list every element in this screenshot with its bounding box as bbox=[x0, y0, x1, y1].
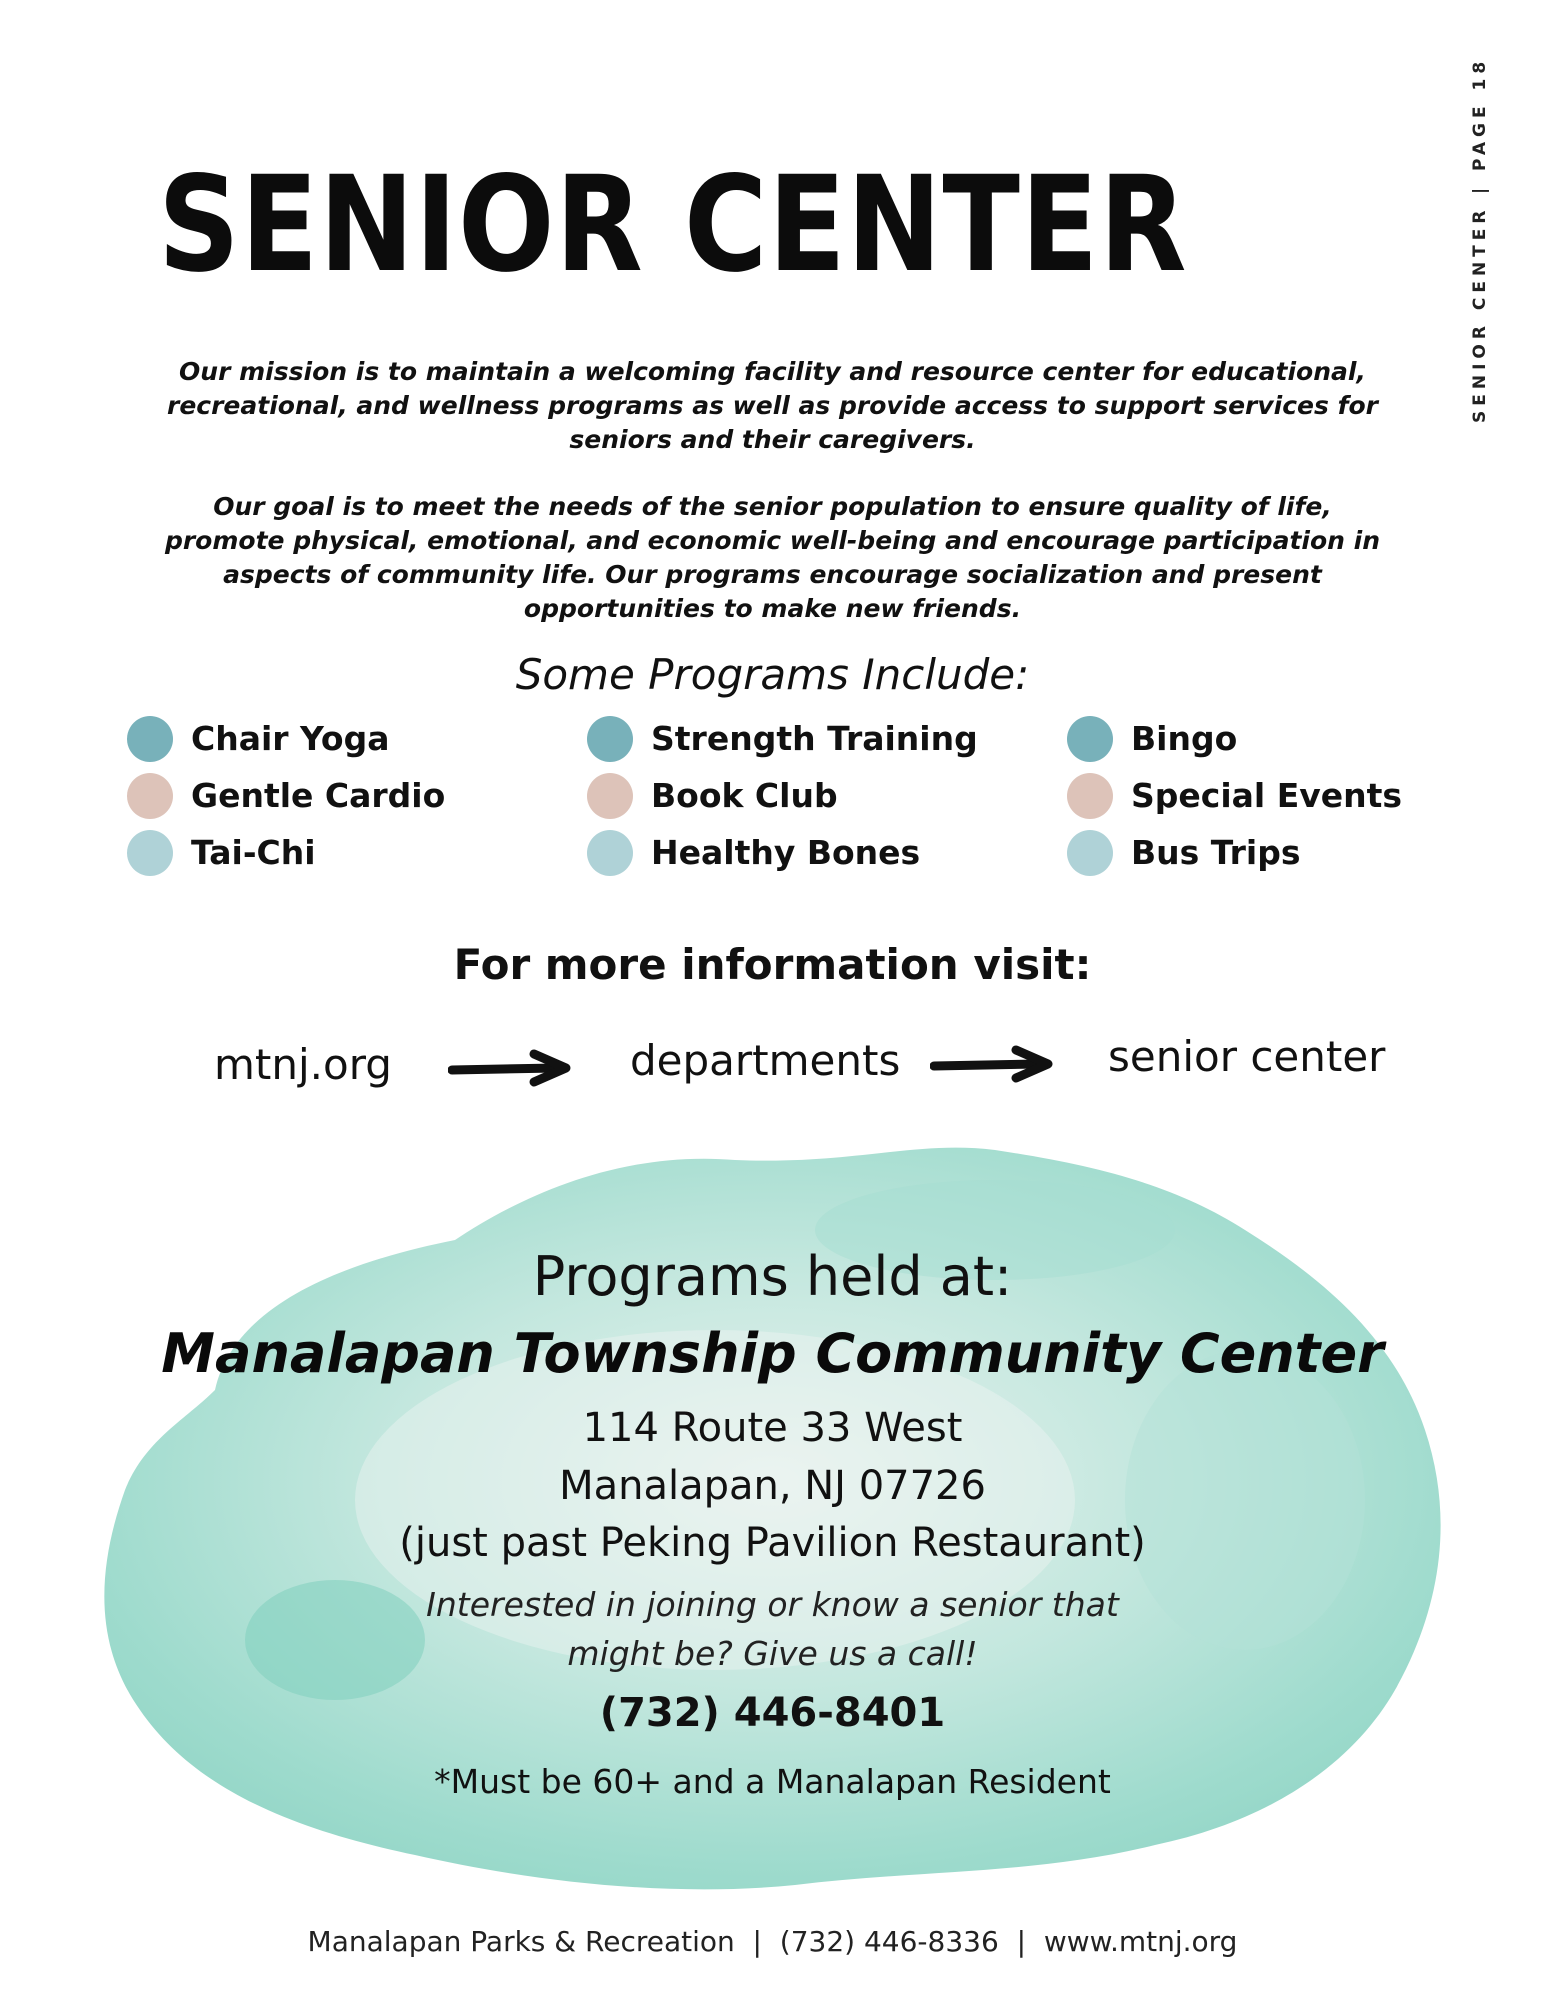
side-section-name: SENIOR CENTER bbox=[1470, 205, 1490, 424]
program-column-3 bbox=[1067, 710, 1402, 881]
venue-landmark: (just past Peking Pavilion Restaurant) bbox=[399, 1520, 1146, 1566]
programs-heading: Some Programs Include: bbox=[515, 650, 1030, 699]
contact-phone: (732) 446-8401 bbox=[599, 1690, 946, 1736]
bullet-dot bbox=[587, 830, 633, 876]
bullet-dot bbox=[1067, 830, 1113, 876]
program-label: Special Events bbox=[1131, 776, 1403, 815]
eligibility-note: *Must be 60+ and a Manalapan Resident bbox=[434, 1762, 1111, 1801]
bullet-dot bbox=[1067, 773, 1113, 819]
invite-line2: might be? Give us a call! bbox=[567, 1634, 978, 1673]
program-item bbox=[127, 710, 445, 767]
program-label: Bus Trips bbox=[1131, 833, 1301, 872]
venue-address-line2: Manalapan, NJ 07726 bbox=[559, 1463, 986, 1509]
side-separator: | bbox=[1470, 182, 1490, 194]
venue-name: Manalapan Township Community Center bbox=[161, 1322, 1384, 1385]
program-item bbox=[587, 767, 978, 824]
side-page-number: PAGE 18 bbox=[1470, 56, 1490, 171]
venue-address-line1: 114 Route 33 West bbox=[582, 1405, 963, 1451]
program-item bbox=[587, 824, 978, 881]
program-item bbox=[1067, 824, 1402, 881]
mission-statement: Our mission is to maintain a welcoming facility and resource center for educational, recreational, and wellness programs as well as provide access to support services for seniors and their caregivers. bbox=[167, 357, 1378, 454]
program-item bbox=[1067, 767, 1402, 824]
bullet-dot bbox=[587, 716, 633, 762]
right-arrow-icon bbox=[448, 1048, 574, 1088]
path-step-website: mtnj.org bbox=[214, 1040, 392, 1089]
program-label: Strength Training bbox=[651, 719, 978, 758]
venue-intro: Programs held at: bbox=[532, 1245, 1013, 1308]
bullet-dot bbox=[127, 716, 173, 762]
program-label: Bingo bbox=[1131, 719, 1238, 758]
bullet-dot bbox=[127, 830, 173, 876]
path-step-senior-center: senior center bbox=[1108, 1032, 1386, 1081]
program-item bbox=[1067, 710, 1402, 767]
page-title: SENIOR CENTER bbox=[158, 148, 1188, 302]
program-item bbox=[587, 710, 978, 767]
path-step-departments: departments bbox=[630, 1036, 901, 1085]
program-item bbox=[127, 767, 445, 824]
bullet-dot bbox=[127, 773, 173, 819]
program-label: Tai-Chi bbox=[191, 833, 316, 872]
bullet-dot bbox=[587, 773, 633, 819]
program-label: Gentle Cardio bbox=[191, 776, 446, 815]
program-label: Chair Yoga bbox=[191, 719, 390, 758]
goal-statement: Our goal is to meet the needs of the senior population to ensure quality of life, promote physical, emotional, and economic well-being and encourage participation in aspects of community life. Our programs encourage socialization and present opportunities to make new friends. bbox=[164, 492, 1381, 623]
invite-line1: Interested in joining or know a senior that bbox=[426, 1585, 1119, 1624]
info-heading: For more information visit: bbox=[453, 940, 1092, 989]
program-item bbox=[127, 824, 445, 881]
invite-text bbox=[0, 1580, 1545, 1678]
program-label: Healthy Bones bbox=[651, 833, 921, 872]
bullet-dot bbox=[1067, 716, 1113, 762]
side-page-label bbox=[1465, 50, 1495, 430]
program-label: Book Club bbox=[651, 776, 838, 815]
page-footer: Manalapan Parks & Recreation | (732) 446-8336 | www.mtnj.org bbox=[307, 1925, 1238, 1958]
program-column-1 bbox=[127, 710, 445, 881]
program-column-2 bbox=[587, 710, 978, 881]
right-arrow-icon bbox=[930, 1044, 1056, 1084]
